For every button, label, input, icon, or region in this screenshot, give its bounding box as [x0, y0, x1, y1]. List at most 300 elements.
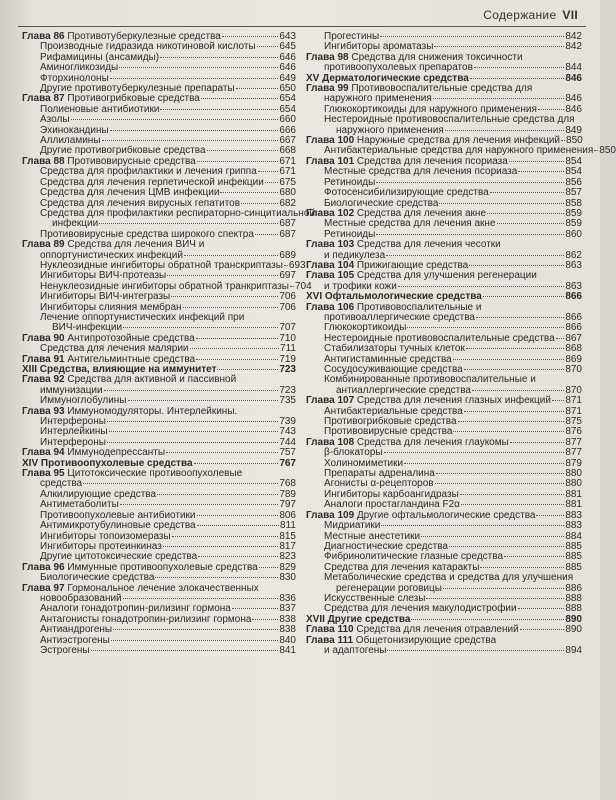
toc-subentry	[22, 292, 296, 302]
toc-page-number: 879	[565, 457, 582, 469]
toc-entry-title: Глава 109 Другие офтальмологические средства	[306, 509, 536, 521]
toc-page-number: 710	[279, 332, 296, 344]
toc-page-number: 869	[565, 353, 582, 365]
toc-leader-dots	[509, 161, 564, 162]
toc-leader-dots	[172, 536, 279, 537]
toc-entry-title: Глава 101 Средства для лечения псориаза	[306, 155, 508, 167]
toc-page-number: 870	[565, 384, 582, 396]
toc-page-number: 837	[279, 603, 296, 615]
toc-page-number: 815	[279, 530, 296, 542]
toc-entry-title: Глава 104 Прижигающие средства	[306, 259, 469, 271]
toc-entry-title: Биологические средства	[40, 572, 155, 584]
toc-page-number: 860	[565, 228, 582, 240]
toc-page-number: 744	[279, 436, 296, 448]
toc-leader-dots	[520, 629, 565, 630]
toc-page-number: 711	[280, 343, 296, 355]
toc-entry-title: Глава 99 Противовоспалительные средства для	[306, 83, 533, 95]
toc-entry-title: иммунизации	[40, 384, 103, 396]
toc-leader-dots	[198, 556, 278, 557]
toc-entry-title: XV Дерматологические средства	[306, 72, 469, 84]
toc-page-number: 707	[279, 322, 296, 334]
toc-leader-dots	[594, 150, 598, 151]
toc-entry-title: Ингибиторы ВИЧ-протеазы	[40, 270, 167, 282]
toc-leader-dots	[561, 140, 565, 141]
toc-entry-title: антиаллергические средства	[336, 384, 471, 396]
toc-entry-title: новообразований	[40, 592, 122, 604]
toc-entry-title: регенерации роговицы	[336, 582, 442, 594]
toc-page-number: 894	[565, 644, 582, 656]
toc-leader-dots	[241, 203, 278, 204]
toc-page-number: 654	[279, 93, 296, 105]
toc-entry-title: Фторхинолоны	[40, 72, 109, 84]
toc-leader-dots	[504, 556, 564, 557]
toc-page-number: 885	[565, 540, 582, 552]
toc-page-number: 829	[279, 561, 296, 573]
toc-entry-title: Ингибиторы слияния мембран	[40, 301, 182, 313]
toc-leader-dots	[201, 98, 278, 99]
toc-page-number: 867	[565, 332, 582, 344]
toc-subentry	[306, 188, 582, 198]
toc-entry-title: Антагонисты гонадотропин-рилизинг гормона	[40, 613, 252, 625]
toc-entry-title: β-блокаторы	[324, 447, 383, 459]
toc-leader-dots	[453, 431, 564, 432]
toc-entry-title: Антигистаминные средства	[324, 353, 452, 365]
toc-leader-dots	[220, 192, 278, 193]
toc-leader-dots	[472, 390, 564, 391]
toc-page-number: 646	[279, 62, 296, 74]
toc-page-number: 888	[565, 603, 582, 615]
toc-page-number: 668	[279, 145, 296, 157]
toc-entry-title: Ненуклеозидные ингибиторы обратной транкриптазы	[40, 280, 289, 292]
toc-leader-dots	[155, 577, 278, 578]
toc-entry-title: Глава 97 Гормональное лечение злокачественных	[22, 582, 259, 594]
toc-page-number: 880	[565, 468, 582, 480]
toc-page-number: 854	[565, 166, 582, 178]
toc-page-number: 830	[279, 572, 296, 584]
toc-page-number: 875	[565, 416, 582, 428]
toc-entry-title: Антибактериальные средства	[324, 405, 463, 417]
toc-page-number: 862	[565, 249, 582, 261]
toc-entry-title: Глава 91 Антигельминтные средства	[22, 353, 196, 365]
toc-leader-dots	[236, 88, 279, 89]
toc-page-number: 866	[565, 322, 582, 334]
toc-entry-title: Эхинокандины	[40, 124, 109, 136]
toc-leader-dots	[445, 130, 565, 131]
toc-page-number: 846	[565, 103, 582, 115]
toc-entry-title: Средства для лечения малярии	[40, 343, 189, 355]
toc-subentry	[22, 188, 296, 198]
toc-page-number: 706	[279, 291, 296, 303]
toc-page-number: 836	[279, 592, 296, 604]
toc-leader-dots	[160, 57, 278, 58]
running-head	[483, 8, 578, 22]
toc-leader-dots	[387, 650, 564, 651]
toc-entry-title: противоопухолевых препаратов	[324, 62, 473, 74]
toc-leader-dots	[290, 286, 294, 287]
toc-chapter-entry	[22, 240, 296, 250]
toc-entry-title: XIII Средства, влияющие на иммунитет	[22, 364, 217, 375]
running-head-page-number: VII	[562, 8, 578, 22]
toc-leader-dots	[381, 525, 564, 526]
toc-entry-title: инфекции	[52, 218, 99, 230]
toc-entry-title: Местные анестетики	[324, 530, 421, 542]
toc-page-number: 863	[565, 259, 582, 271]
toc-leader-dots	[190, 348, 280, 349]
toc-entry-title: Сосудосуживающие средства	[324, 364, 463, 375]
toc-entry-title: Средства для лечения ЦМВ инфекции	[40, 187, 220, 199]
toc-entry-title: Полиеновые антибиотики	[40, 103, 160, 115]
toc-leader-dots	[435, 483, 565, 484]
toc-leader-dots	[469, 265, 564, 266]
toc-entry-title: Глюкокортикоиды для наружного применения	[324, 103, 537, 115]
toc-entry-title: Агонисты α-рецепторов	[324, 478, 434, 490]
toc-entry-title: Искусственные слезы	[324, 592, 426, 604]
toc-entry-title: и педикулеза	[324, 249, 386, 261]
toc-entry-title: Ингибиторы карбоангидразы	[324, 488, 459, 500]
toc-entry-title: Ингибиторы топоизомеразы	[40, 530, 171, 542]
toc-entry-title: Глава 103 Средства для лечения чесотки	[306, 239, 501, 251]
toc-page-number: 871	[565, 395, 582, 407]
toc-entry-title: Диагностические средства	[324, 540, 448, 552]
toc-leader-dots	[480, 567, 564, 568]
toc-leader-dots	[497, 223, 565, 224]
toc-leader-dots	[183, 307, 279, 308]
toc-entry-title: Другие противогрибковые средства	[40, 145, 206, 157]
toc-entry-title: Глава 92 Средства для активной и пассивной	[22, 374, 237, 386]
toc-leader-dots	[426, 598, 564, 599]
toc-entry-title: Биологические средства	[324, 197, 439, 209]
toc-leader-dots	[110, 130, 279, 131]
toc-entry-title: наружного применения	[324, 93, 432, 105]
running-head-title: Содержание	[483, 8, 557, 22]
toc-leader-dots	[476, 317, 564, 318]
toc-leader-dots	[404, 463, 564, 464]
toc-page-number: 687	[279, 218, 296, 230]
toc-page-number: 687	[279, 228, 296, 240]
toc-leader-dots	[107, 421, 278, 422]
toc-leader-dots	[386, 255, 564, 256]
toc-page-number: 739	[279, 416, 296, 428]
toc-entry-title: Средства для лечения макулодистрофии	[324, 603, 517, 615]
toc-page-number: 723	[279, 364, 296, 375]
toc-page-number: 871	[565, 405, 582, 417]
toc-leader-dots	[376, 234, 564, 235]
toc-subentry	[22, 646, 296, 656]
toc-leader-dots	[384, 452, 565, 453]
toc-leader-dots	[196, 338, 279, 339]
toc-entry-title: оппортунистических инфекций	[40, 249, 183, 261]
toc-page-number: 646	[279, 51, 296, 63]
toc-page-number: 671	[279, 166, 296, 178]
toc-leader-dots	[222, 36, 278, 37]
toc-leader-dots	[474, 67, 564, 68]
toc-leader-dots	[119, 67, 278, 68]
toc-entry-title: средства	[40, 478, 83, 490]
toc-entry-title: XVI Офтальмологические средства	[306, 291, 482, 303]
toc-leader-dots	[443, 588, 564, 589]
toc-entry-title: Средства для лечения вирусных гепатитов	[40, 197, 241, 209]
toc-entry-title: Глава 110 Средства для лечения отравлений	[306, 624, 519, 636]
toc-entry-title: Азолы	[40, 114, 70, 126]
toc-subentry	[306, 646, 582, 656]
toc-leader-dots	[449, 546, 564, 547]
toc-page-number: 840	[279, 634, 296, 646]
toc-page-number: 841	[279, 644, 296, 656]
toc-entry-title: Аллиламины	[40, 135, 101, 147]
toc-entry-title: Противогрибковые средства	[324, 416, 457, 428]
toc-entry-title: Глава 106 Противовоспалительные и	[306, 301, 482, 313]
toc-leader-dots	[464, 369, 565, 370]
toc-leader-dots	[166, 452, 278, 453]
toc-column-left	[22, 31, 315, 656]
toc-page-number: 868	[565, 343, 582, 355]
toc-leader-dots	[434, 46, 564, 47]
toc-page-number: 838	[279, 613, 296, 625]
toc-leader-dots	[483, 296, 565, 297]
toc-leader-dots	[128, 400, 279, 401]
toc-leader-dots	[196, 359, 278, 360]
toc-entry-title: Глюкокортикоиды	[324, 322, 407, 334]
toc-page-number: 866	[565, 311, 582, 323]
toc-leader-dots	[464, 411, 564, 412]
toc-entry-title: Глава 102 Средства для лечения акне	[306, 207, 487, 219]
toc-leader-dots	[460, 494, 565, 495]
toc-page-number: 888	[565, 592, 582, 604]
toc-entry-title: Лечение оппортунистических инфекций при	[40, 311, 245, 323]
toc-leader-dots	[538, 109, 564, 110]
toc-entry-title: Эстрогены	[40, 644, 90, 656]
toc-entry-title: Нестероидные противовоспалительные средства для	[324, 114, 575, 126]
toc-entry-title: ВИЧ-инфекции	[52, 322, 123, 334]
toc-page-number: 856	[565, 176, 582, 188]
toc-leader-dots	[217, 369, 278, 370]
toc-leader-dots	[111, 640, 278, 641]
toc-entry-title: Средства для лечения герпетической инфекции	[40, 176, 264, 188]
toc-leader-dots	[258, 171, 279, 172]
toc-entry-title: Глава 98 Средства для снижения токсичности	[306, 51, 523, 63]
toc-page-number: 645	[279, 41, 296, 53]
toc-leader-dots	[163, 546, 279, 547]
toc-leader-dots	[194, 463, 279, 464]
toc-page-number: 850	[566, 135, 583, 147]
toc-page-number: 846	[565, 93, 582, 105]
toc-page-number: 846	[565, 72, 582, 84]
toc-leader-dots	[113, 629, 278, 630]
toc-page-number: 857	[565, 187, 582, 199]
toc-page-number: 876	[565, 426, 582, 438]
toc-leader-dots	[487, 213, 564, 214]
toc-page-number: 723	[279, 384, 296, 396]
toc-entry-title: Другие противотуберкулезные препараты	[40, 83, 235, 95]
toc-page-number: 806	[279, 509, 296, 521]
toc-entry-title: Средства для лечения катаракты	[324, 561, 480, 573]
toc-entry-title: Местные средства для лечения псориаза	[324, 166, 518, 178]
toc-leader-dots	[257, 46, 279, 47]
toc-leader-dots	[284, 265, 288, 266]
toc-page-number: 697	[279, 270, 296, 282]
toc-page-number: 654	[279, 103, 296, 115]
toc-entry-title: Препараты адреналина	[324, 468, 435, 480]
toc-entry-title: Противовирусные средства широкого спектра	[40, 228, 254, 240]
toc-entry-title: Глава 87 Противогрибковые средства	[22, 93, 200, 105]
toc-leader-dots	[255, 234, 278, 235]
toc-page-number: 859	[565, 218, 582, 230]
toc-page-number: 881	[565, 499, 582, 511]
toc-entry-title: Нестероидные противовоспалительные средства	[324, 332, 555, 344]
toc-page-number: 877	[565, 447, 582, 459]
toc-entry-title: Ретиноиды	[324, 176, 376, 188]
header-rule	[18, 26, 586, 27]
toc-leader-dots	[71, 119, 279, 120]
toc-leader-dots	[439, 203, 564, 204]
toc-page-number: 660	[279, 114, 296, 126]
toc-page-number: 849	[565, 124, 582, 136]
toc-entry-title: Глава 111 Общетонизирующие средства	[306, 634, 497, 646]
toc-leader-dots	[536, 515, 564, 516]
toc-entry-title: Глава 93 Иммуномодуляторы. Интерлейкины.	[22, 405, 238, 417]
toc-page-number: 704	[294, 280, 312, 292]
toc-entry-title: Рифамицины (ансамиды)	[40, 51, 160, 63]
toc-page-number: 885	[565, 551, 582, 563]
toc-column-right	[306, 31, 616, 656]
toc-leader-dots	[197, 525, 279, 526]
toc-page-number: 757	[279, 447, 296, 459]
toc-page-number: 883	[565, 520, 582, 532]
toc-page-number: 675	[279, 176, 296, 188]
toc-page-number: 850	[599, 145, 616, 157]
toc-subentry	[22, 521, 296, 531]
toc-page-number: 767	[279, 457, 296, 469]
toc-leader-dots	[556, 338, 565, 339]
toc-page-number: 649	[279, 72, 296, 84]
toc-entry-title: противоаллергические средства	[324, 311, 475, 323]
toc-entry-title: Другие цитотоксические средства	[40, 551, 198, 563]
toc-page-number: 693	[288, 259, 306, 271]
toc-page-number: 877	[565, 436, 582, 448]
toc-entry-title: Глава 86 Противотуберкулезные средства	[22, 31, 221, 42]
toc-entry-title: Ингибиторы протеинкиназ	[40, 540, 162, 552]
toc-entry-title: Прогестины	[324, 31, 380, 42]
toc-page-number: 890	[565, 624, 582, 636]
toc-page-number: 886	[565, 582, 582, 594]
toc-leader-dots	[232, 608, 278, 609]
toc-entry-title: Фотосенсибилизирующие средства	[324, 187, 489, 199]
toc-leader-dots	[171, 296, 278, 297]
toc-leader-dots	[518, 608, 565, 609]
toc-page-number: 870	[565, 364, 582, 375]
toc-entry-title: Средства для профилактики и лечения гриппа	[40, 166, 257, 178]
toc-entry-title: Противовирусные средства	[324, 426, 453, 438]
toc-entry-title: Антиэстрогены	[40, 634, 110, 646]
toc-entry-title: Аналоги гонадотропин-рилизинг гормона	[40, 603, 231, 615]
toc-leader-dots	[552, 400, 564, 401]
toc-entry-title: Аналоги простагландина F2α	[324, 499, 460, 511]
toc-leader-dots	[265, 182, 279, 183]
toc-entry-title: Средства для профилактики респираторно-синцитиальной	[40, 207, 315, 219]
toc-leader-dots	[518, 171, 564, 172]
toc-entry-title: Глава 100 Наружные средства для лечения инфекций	[306, 135, 561, 147]
toc-leader-dots	[259, 567, 279, 568]
toc-page-number: 858	[565, 197, 582, 209]
toc-leader-dots	[109, 431, 279, 432]
toc-leader-dots	[433, 98, 565, 99]
toc-leader-dots	[123, 598, 279, 599]
toc-entry-title: Глава 94 Иммунодепрессанты	[22, 447, 166, 459]
toc-leader-dots	[510, 442, 565, 443]
toc-page-number: 838	[279, 624, 296, 636]
toc-entry-title: Глава 95 Цитотоксические противоопухолевые	[22, 468, 243, 480]
toc-entry-title: и трофики кожи	[324, 280, 397, 292]
toc-page-number: 643	[279, 31, 296, 42]
toc-page-number: 854	[565, 155, 582, 167]
toc-entry-title: Алкилирующие средства	[40, 488, 157, 500]
toc-leader-dots	[411, 619, 564, 620]
toc-page-number: 884	[565, 530, 582, 542]
toc-leader-dots	[490, 192, 565, 193]
toc-chapter-entry	[306, 240, 582, 250]
toc-entry-title: Глава 88 Противовирусные средства	[22, 155, 196, 167]
toc-entry-title: Глава 107 Средства для лечения глазных инфекций	[306, 395, 551, 407]
toc-entry-title: Холиномиметики	[324, 457, 404, 469]
toc-leader-dots	[380, 36, 564, 37]
toc-page-number: 844	[565, 62, 582, 74]
toc-leader-dots	[197, 161, 279, 162]
toc-entry-title: XVII Другие средства	[306, 613, 411, 625]
toc-page-number: 682	[279, 197, 296, 209]
toc-leader-dots	[99, 223, 278, 224]
toc-entry-title: Ингибиторы ароматазы	[324, 41, 434, 53]
toc-page-number: 706	[279, 301, 296, 313]
toc-page-number: 789	[279, 488, 296, 500]
toc-entry-title: Мидриатики	[324, 520, 381, 532]
toc-entry-title: Иммуноглобулины	[40, 395, 127, 407]
toc-page-number: 890	[565, 613, 582, 625]
toc-page-number: 842	[565, 41, 582, 53]
toc-subentry	[306, 521, 582, 531]
toc-entry-title: наружного применения	[336, 124, 444, 136]
toc-entry-title: Глава 96 Иммунные противоопухолевые средства	[22, 561, 258, 573]
toc-page-number: 881	[565, 488, 582, 500]
toc-leader-dots	[197, 515, 279, 516]
toc-entry-title: Глава 108 Средства для лечения глаукомы	[306, 436, 509, 448]
toc-page-number: 689	[279, 249, 296, 261]
toc-leader-dots	[407, 327, 564, 328]
toc-entry-title: Антимикротубулиновые средства	[40, 520, 196, 532]
toc-leader-dots	[398, 286, 564, 287]
toc-page-number: 863	[565, 280, 582, 292]
toc-page-number: 811	[280, 520, 296, 532]
toc-leader-dots	[91, 650, 279, 651]
toc-page-number: 817	[279, 540, 296, 552]
toc-entry-title: Стабилизаторы тучных клеток	[324, 343, 465, 355]
toc-page-number: 880	[565, 478, 582, 490]
toc-entry-title: Метаболические средства и средства для улучшения	[324, 572, 574, 584]
toc-entry-title: Антибактериальные средства для наружного применения	[324, 145, 594, 157]
toc-entry-title: Глава 90 Антипротозойные средства	[22, 332, 195, 344]
toc-leader-dots	[104, 390, 279, 391]
toc-leader-dots	[107, 442, 278, 443]
toc-page-number: 735	[279, 395, 296, 407]
toc-leader-dots	[470, 78, 565, 79]
toc-entry-title: Антиандрогены	[40, 624, 113, 636]
toc-page-number: 797	[279, 499, 296, 511]
toc-page-number: 680	[279, 187, 296, 199]
toc-entry-title: Интерфероны	[40, 436, 106, 448]
toc-page-number: 842	[565, 31, 582, 42]
toc-entry-title: Интерлейкины	[40, 426, 108, 438]
toc-leader-dots	[453, 359, 565, 360]
toc-page-number: 859	[565, 207, 582, 219]
